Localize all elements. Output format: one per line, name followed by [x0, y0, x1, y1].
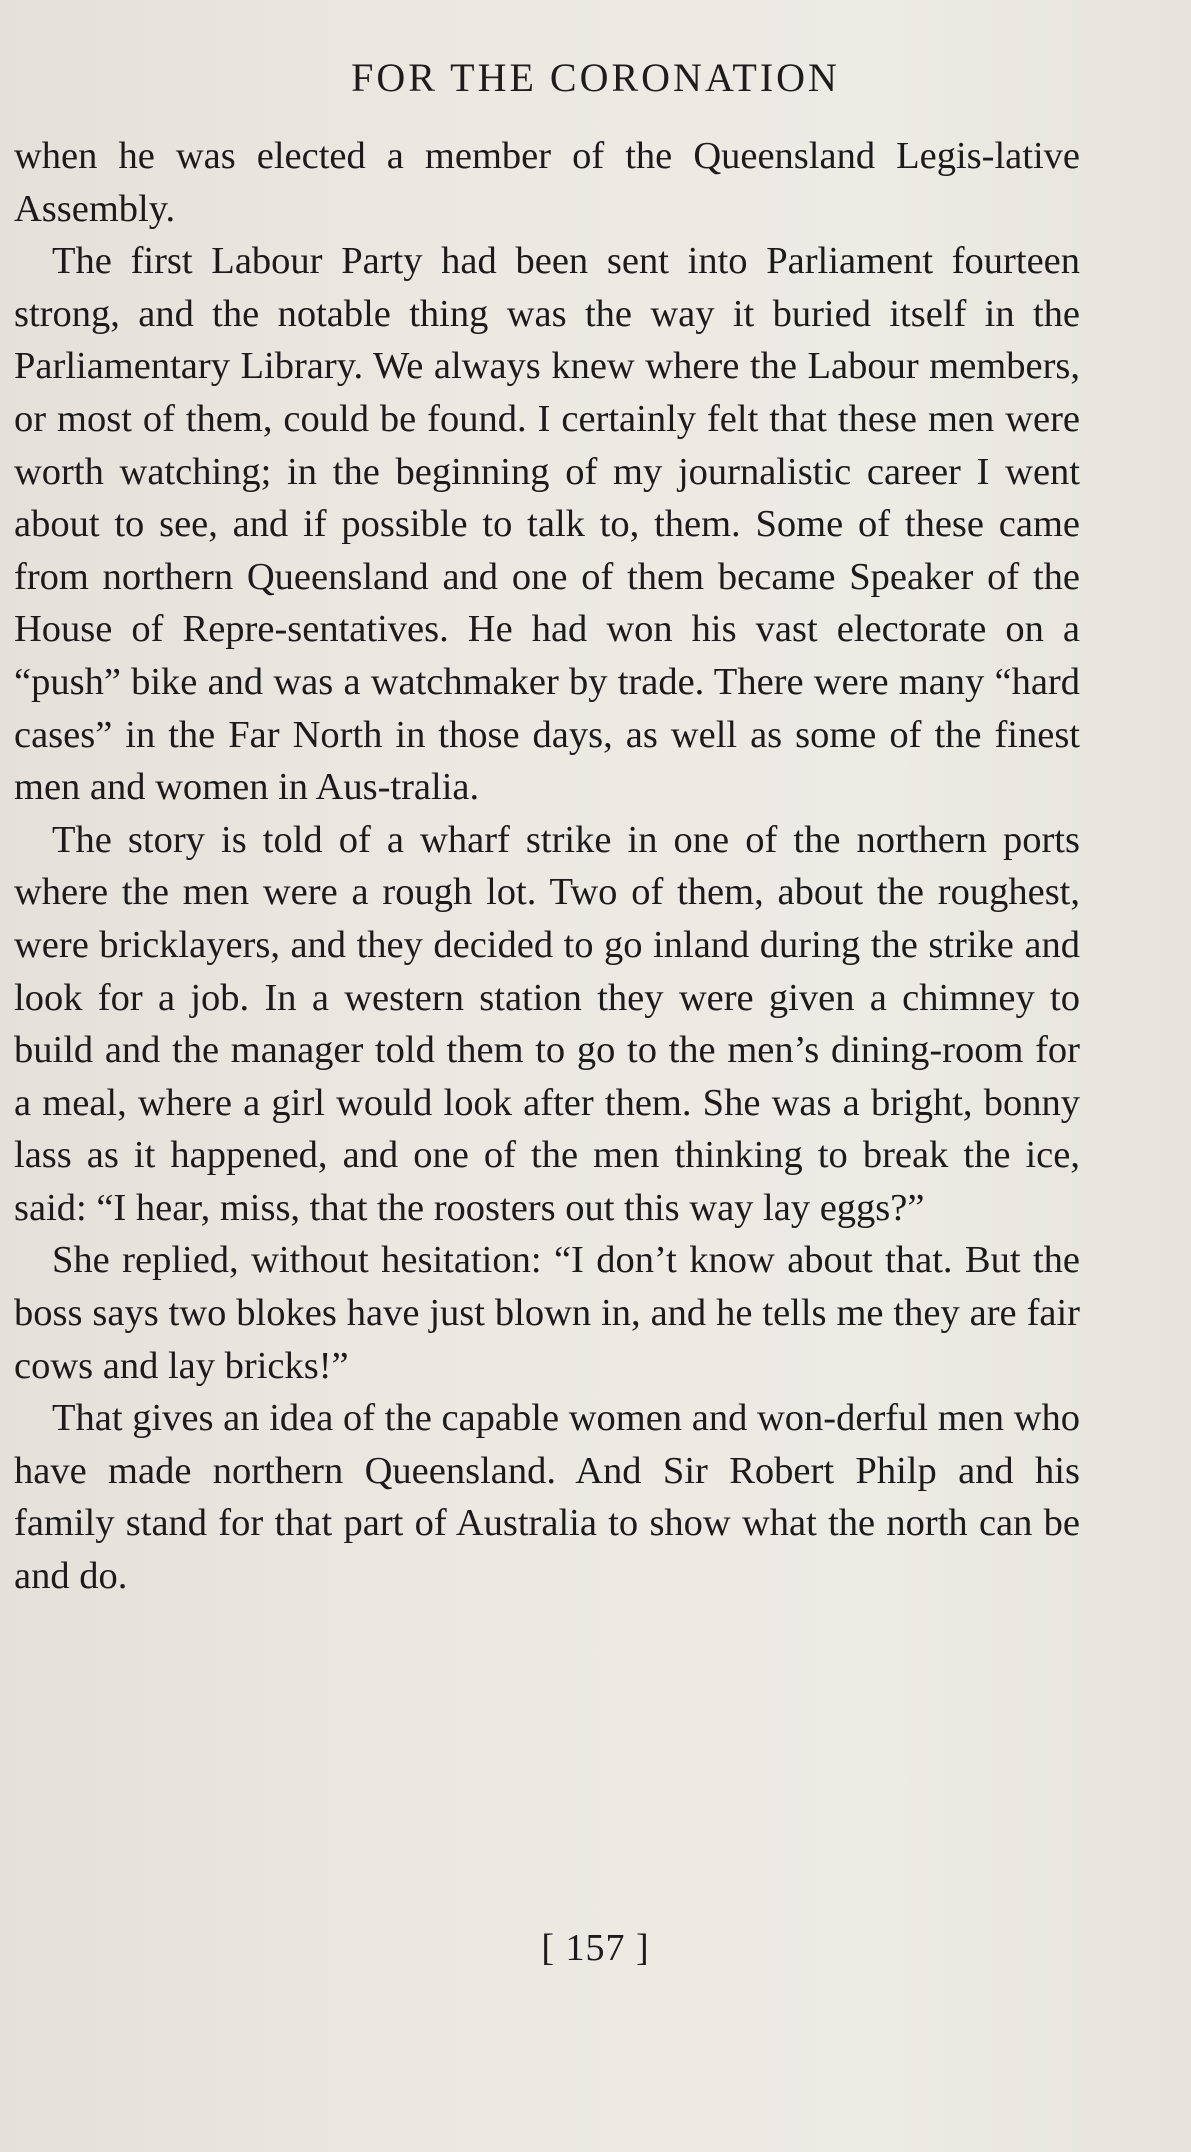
paragraph-conclusion: That gives an idea of the capable women and won-derful men who have made northern Queensland. And Sir Robert Philp and his family stand for that part of Australia to show what the north can be and do. [14, 1397, 1080, 1598]
paragraph-reply: She replied, without hesitation: “I don’t know about that. But the boss says two blokes have just blown in, and he tells me they are fair cows and lay bricks!” [14, 1239, 1080, 1387]
paragraph-continuation: when he was elected a member of the Queensland Legis-lative Assembly. [14, 135, 1080, 230]
paragraph-wharf-strike: The story is told of a wharf strike in one of the northern ports where the men were a rough lot. Two of them, about the roughest, were bricklayers, and they decided to go inland during the strike and look for a job. In a western station they were given a chimney to build and the manager told them to go to the men’s dining-room for a meal, where a girl would look after them. She was a bright, bonny lass as it happened, and one of the men thinking to break the ice, said: “I hear, miss, that the roosters out this way lay eggs?” [14, 818, 1080, 1229]
paragraph-labour-party: The first Labour Party had been sent into Parliament fourteen strong, and the notable thing was the way it buried itself in the Parliamentary Library. We always knew where the Labour members, or most of them, could be found. I certainly felt that these men were worth watching; in the beginning of my journalistic career I went about to see, and if possible to talk to, them. Some of these came from northern Queensland and one of them became Speaker of the House of Repre-sentatives. He had won his vast electorate on a “push” bike and was a watchmaker by trade. There were many “hard cases” in the Far North in those days, as well as some of the finest men and women in Aus-tralia. [14, 240, 1080, 809]
body-text [14, 130, 1080, 1603]
page-number: [ 157 ] [541, 1927, 650, 1969]
running-header: FOR THE CORONATION [351, 55, 840, 100]
